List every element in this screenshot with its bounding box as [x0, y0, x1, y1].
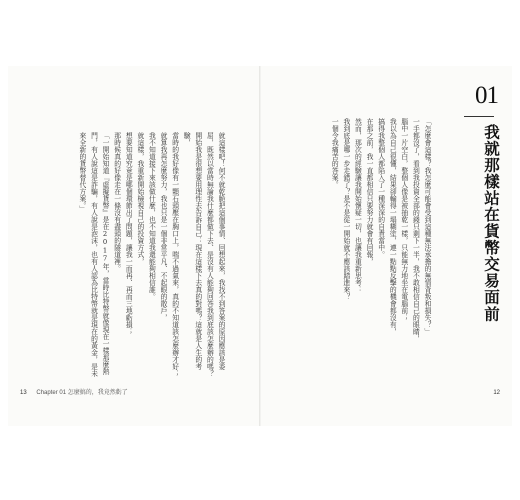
- chapter-number: 01: [475, 82, 498, 109]
- running-footer: Chapter 01 怎麼搞的，我竟然虧了: [36, 390, 128, 396]
- chapter-title-line1: 我就那樣站在貨幣交易面: [482, 124, 500, 306]
- chapter-title-line2: 前: [482, 305, 500, 322]
- right-page-body-text: 「怎麼會這樣？我怎麼可能會受到這種無法承擔的無情背叛和損失？」 一手都沒了，看到我投資全部的錢只剩下一半，我不敢相信自己的眼睛， 腦中一片空白，整個人像是被抽乾一樣，只能無力地坐在電腦前； 我以為自己很懂，結果卻輸得一塌糊塗，連一點點反擊的機會都沒有， 搞得我整個人都陷入了一種深深的自責當中。 在那之前，我一直都相信只要努力就會有回報， 然而，那次的經驗讓我開始懷疑一切，也讓我重新思考： 我到底是哪一步走錯了？是不是從一開始就不應該踏進來？ 一個令我痛苦的答案。: [330, 118, 431, 342]
- right-page-number: 12: [493, 390, 500, 396]
- left-page-number: 13: [20, 390, 27, 396]
- left-page-body-text: 就這樣吧！何不就乾脆把這個事情、回想起來，我找不到答案的原因應該是委屈，既然以當時無論我什麼都做下去、是沒有人能夠回答我到底該怎麼辦的嗎？ 開始我是很想要用理性去告訴自己：現在這樣下去真的對嗎？這就是人生的考驗， 當時的我好像有一顆石頭壓在胸口上，喘不過氣來，真的不知道該怎麼辦才好； 就算我再怎麼努力，我也只是一個非常平凡、不起眼的散戶， 我不知道接下來該做什麼，也不知道我還能夠相信誰。 就這樣，我重新開始檢視自己的投資方式， 想要知道究竟是哪個環節出了問題，讓我一而再、再而三地虧損； 那時候真的好像走在一條沒有盡頭的隧道裡。 「一開始知道『虛擬貨幣』是在2017年，當時比特幣就像現在一樣那麼熱門，有人說這是詐騙，有人說是泡沫，也有人認為比特幣就是現在的黃金，是未來全新的貨幣替代方案。」: [77, 132, 225, 377]
- left-page-footer: [20, 387, 128, 396]
- chapter-divider: [464, 116, 494, 117]
- chapter-title: [480, 124, 502, 344]
- left-page: [8, 66, 260, 426]
- right-page: [260, 66, 512, 426]
- book-spread: [8, 66, 512, 426]
